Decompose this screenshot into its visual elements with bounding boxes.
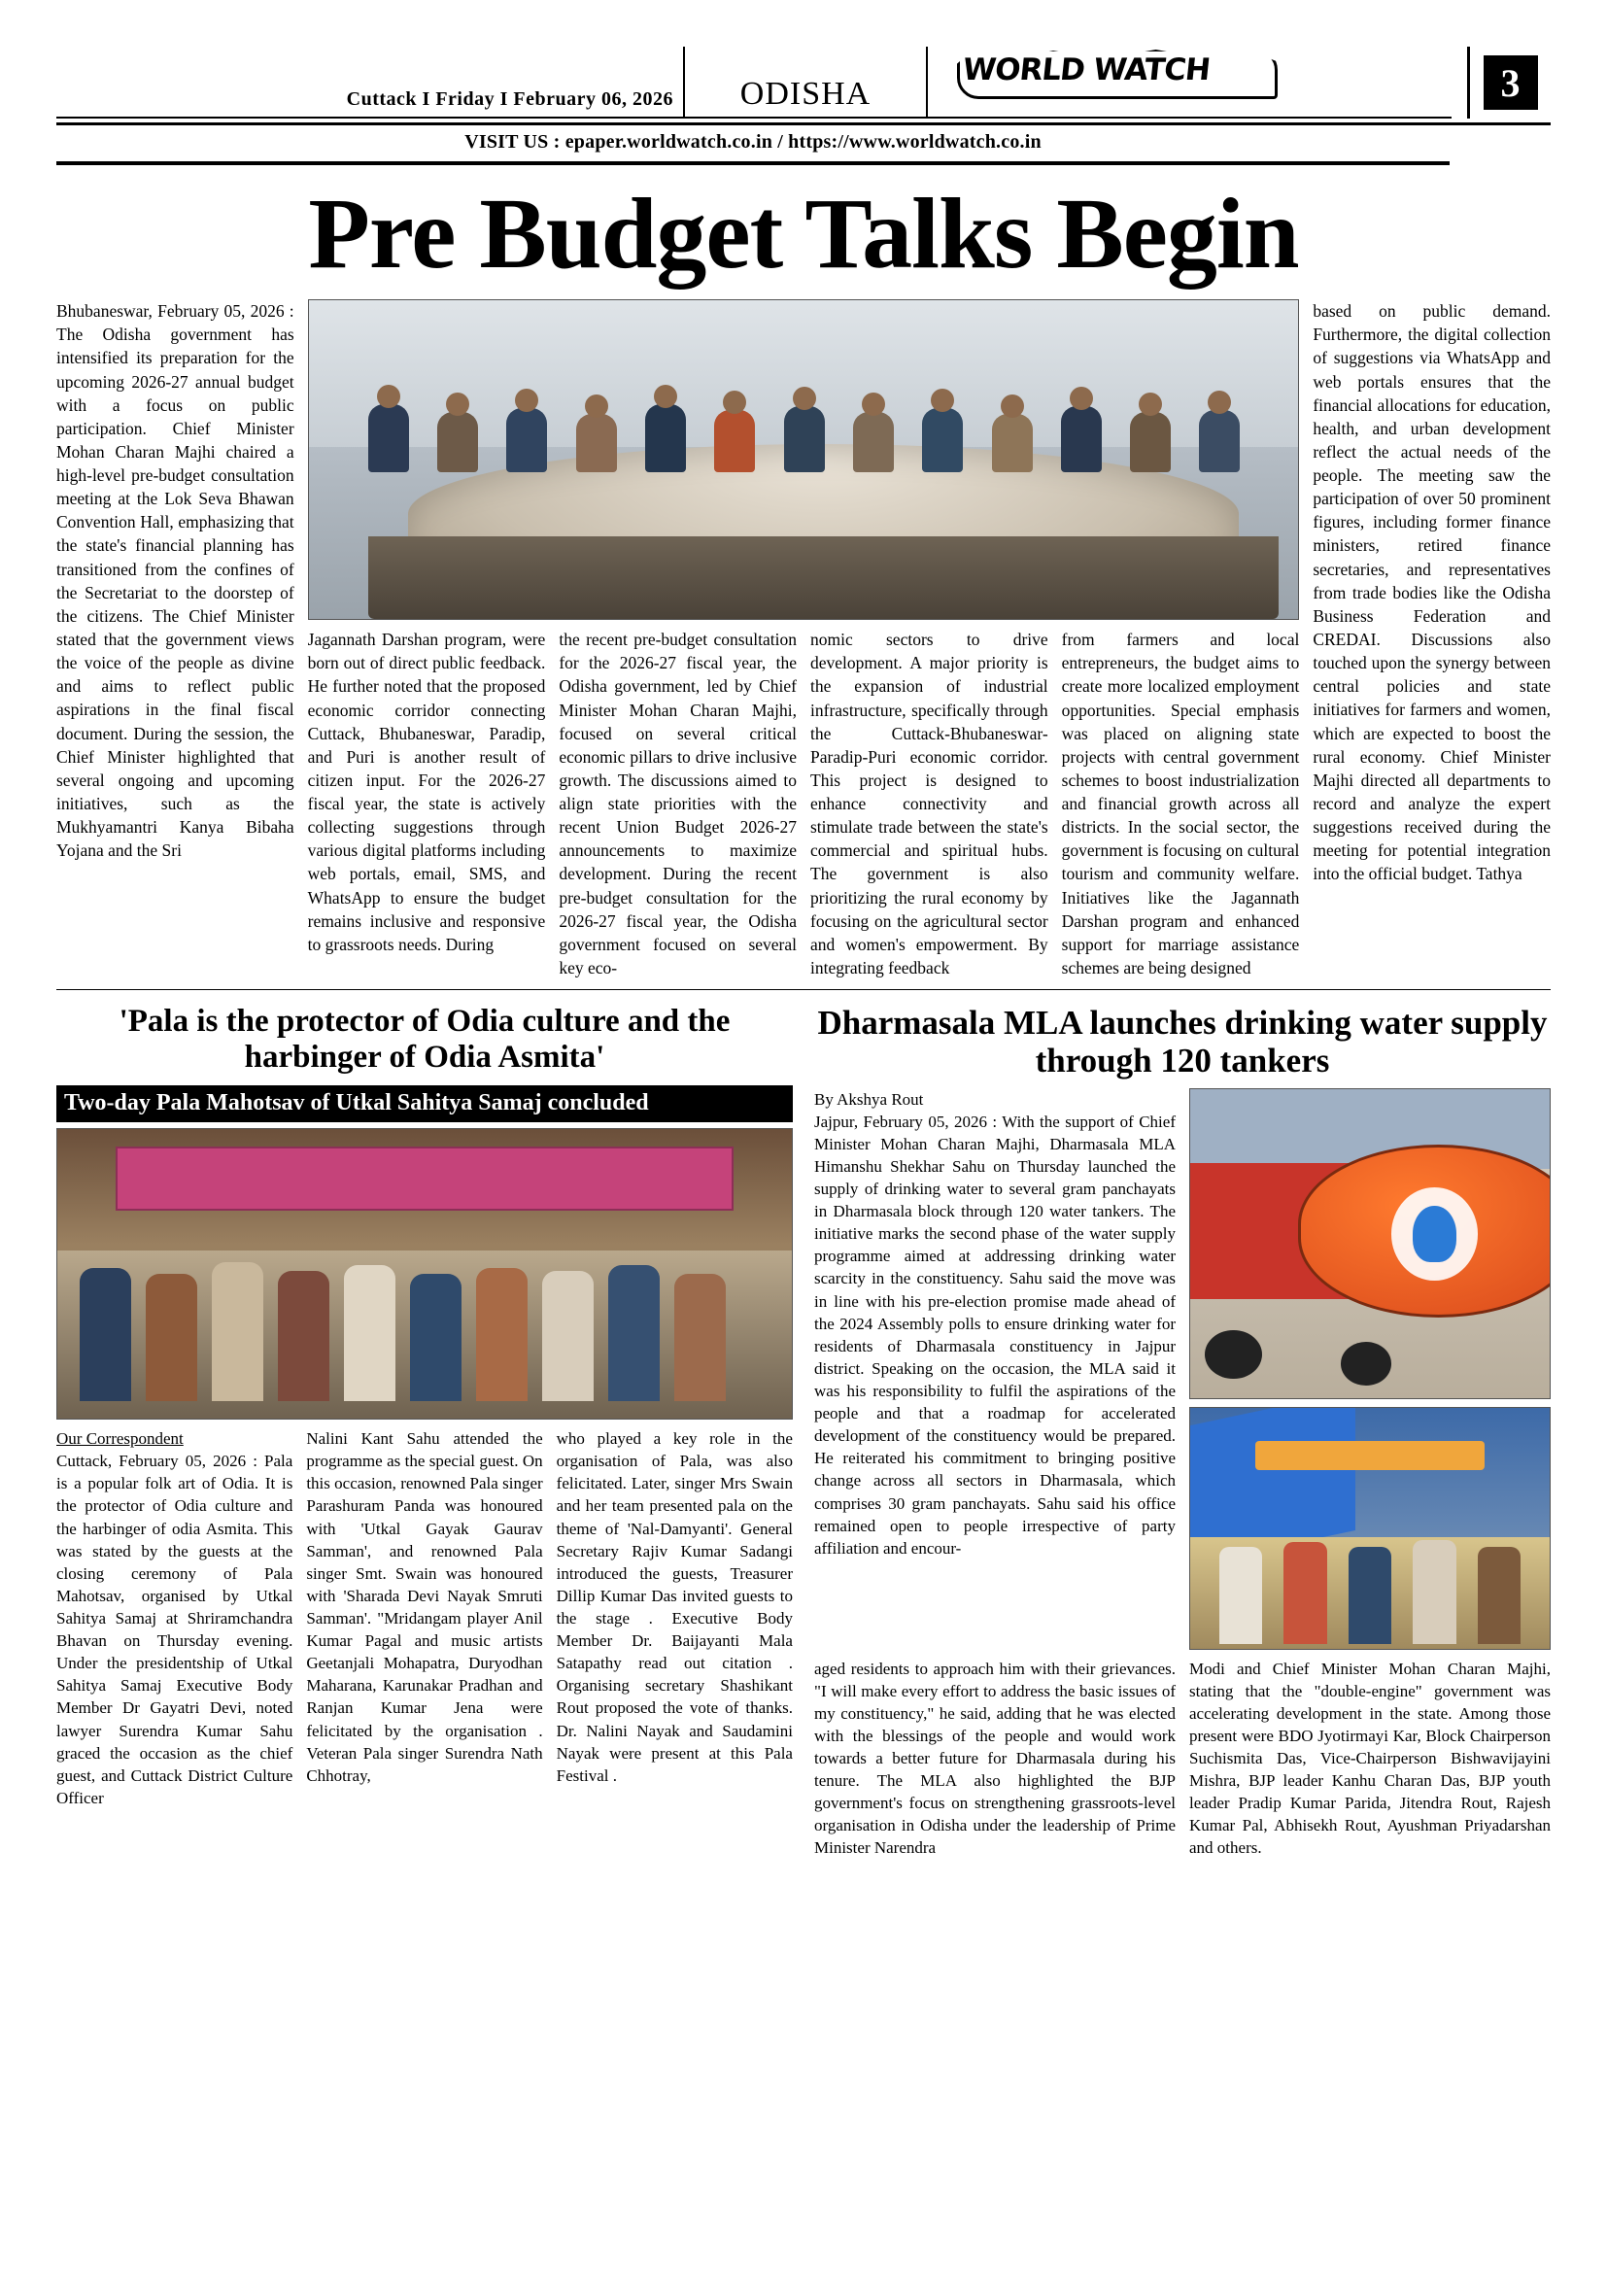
dharmasala-lead-column bbox=[814, 1088, 1176, 1650]
lead-column-6: based on public demand. Furthermore, the digital collection of suggestions via WhatsApp and web portals ensures that the financial allocations for education, health, and urban development reflect the actual needs of the people. The meeting saw the participation of over 50 prominent figures, including former finance ministers, retired finance secretaries, and representatives from trade bodies like the Odisha Business Federation and CREDAI. Discussions also touched upon the synergy between central policies and state initiatives for farmers and women, which are expected to boost the rural economy. Chief Minister Majhi directed all departments to record and analyze the expert suggestions received during the meeting for potential integration into the official budget. Tathya bbox=[1313, 301, 1551, 884]
pala-byline: Our Correspondent bbox=[56, 1429, 184, 1449]
dharmasala-byline: By Akshya Rout bbox=[814, 1089, 924, 1109]
dharmasala-article bbox=[814, 1004, 1551, 1859]
page-title: Pre Budget Talks Begin bbox=[308, 178, 1299, 290]
lead-column-5: from farmers and local entrepreneurs, the budget aims to create more localized employment opportunities. Special emphasis was placed on aligning state projects with central government schemes to boost industrialization and financial growth across all districts. In the social sector, the government is focusing on cultural tourism and community welfare. Initiatives like the Jagannath Darshan program and enhanced support for marriage assistance schemes are being designed bbox=[1061, 630, 1300, 978]
dharmasala-photos bbox=[1189, 1088, 1551, 1650]
visit-us-bar[interactable]: VISIT US : epaper.worldwatch.co.in / https://www.worldwatch.co.in bbox=[56, 125, 1450, 165]
dharmasala-top bbox=[814, 1088, 1551, 1650]
pala-photo bbox=[56, 1128, 793, 1420]
lead-column-1: Bhubaneswar, February 05, 2026 : The Odisha government has intensified its preparation for the upcoming 2026-27 annual budget with a focus on public participation. Chief Minister Mohan Charan Majhi chaired a high-level pre-budget consultation meeting at the Lok Seva Bhawan Convention Hall, emphasizing that the state's financial planning has transitioned from the confines of the Secretariat to the doorstep of the citizens. The Chief Minister stated that the government views the voice of the people as divine and aims to reflect public aspirations in the final fiscal document. During the session, the Chief Minister highlighted that several ongoing and upcoming initiatives, such as the Mukhyamantri Kanya Bibaha Yojana and the Sri bbox=[56, 301, 294, 861]
lead-column-2: Jagannath Darshan program, were born out of direct public feedback. He further noted that the proposed economic corridor connecting Cuttack, Bhubaneswar, Paradip, and Puri is another result of citizen input. For the 2026-27 fiscal year, the state is actively collecting suggestions through various digital platforms including web portals, email, SMS, and WhatsApp to ensure the budget remains inclusive and responsive to grassroots needs. During bbox=[307, 630, 546, 954]
pala-column-1-text: Cuttack, February 05, 2026 : Pala is a popular folk art of Odia. It is the protector of Odia culture and the harbinger of odia Asmita. This was stated by the guests at the closing ceremony of Pala Mahotsav, organised by Utkal Sahitya Samaj at Shriramchandra Bhavan on Thursday evening. Under the presidentship of Utkal Sahitya Samaj Executive Body Member Dr Gayatri Devi, noted lawyer Surendra Kumar Sahu graced the occasion as the chief guest, and Cuttack District Culture Officer bbox=[56, 1452, 293, 1807]
pala-column-1 bbox=[56, 1427, 292, 1809]
pala-column-2: Nalini Kant Sahu attended the programme as the special guest. On this occasion, renowned Pala singer Parashuram Panda was honoured with 'Utkal Gayak Gaurav Samman', and renowned Pala singer Smt. Swain was honoured with 'Sharada Devi Nayak Smruti Samman'. "Mridangam player Anil Kumar Pagal and music artists Geetanjali Mohapatra, Duryodhan Maharana, Karunakar Pradhan and Ranjan Kumar Jena were felicitated by the organisation . Veteran Pala singer Surendra Nath Chhotray, bbox=[306, 1429, 543, 1785]
lead-column-4: nomic sectors to drive development. A major priority is the expansion of industrial infrastructure, specifically through the Cuttack-Bhubaneswar-Paradip-Puri economic corridor. This project is designed to enhance connectivity and stimulate trade between the state's commercial and spiritual hubs. The government is also prioritizing the rural economy by focusing on the agricultural sector and women's empowerment. By integrating feedback bbox=[810, 630, 1048, 978]
pala-subhead: Two-day Pala Mahotsav of Utkal Sahitya Samaj concluded bbox=[56, 1085, 793, 1122]
lower-section bbox=[56, 1004, 1551, 1859]
dharmasala-bottom-column-2: Modi and Chief Minister Mohan Charan Majhi, stating that the "double-engine" government was accelerating development in the state. Among those present were BDO Jyotirmayi Kar, Block Chairperson Suchismita Das, Vice-Chairperson Bishwavijayini Mishra, BJP leader Kanhu Charan Das, BJP youth leader Pradip Kumar Parida, Jitendra Rout, Rajesh Kumar Pal, Abhisekh Rout, Ayushman Priyadarshan and others. bbox=[1189, 1659, 1551, 1858]
pala-headline: 'Pala is the protector of Odia culture and the harbinger of Odia Asmita' bbox=[119, 1004, 731, 1076]
masthead-logo bbox=[926, 47, 1452, 119]
lead-photo bbox=[308, 299, 1300, 620]
pala-article bbox=[56, 1004, 793, 1859]
masthead bbox=[56, 47, 1551, 125]
section-divider bbox=[56, 989, 1551, 990]
masthead-region bbox=[683, 47, 926, 119]
region-label: ODISHA bbox=[739, 76, 872, 112]
logo-text: WORLD WATCH bbox=[961, 52, 1212, 87]
pala-columns bbox=[56, 1427, 793, 1809]
lead-article bbox=[56, 299, 1551, 979]
worldwatch-logo-icon bbox=[957, 47, 1287, 113]
meeting-photo-illustration bbox=[309, 300, 1299, 619]
dharmasala-headline: Dharmasala MLA launches drinking water supply through 120 tankers bbox=[817, 1004, 1548, 1080]
rally-photo bbox=[1189, 1407, 1551, 1650]
pala-column-3: who played a key role in the organisation of Pala, was also felicitated. Later, singer Mrs Swain and her team presented pala on the theme of 'Nal-Damyanti'. General Secretary Rajiv Kumar Sadangi introduced the guests, Treasurer Dillip Kumar Das invited guests to the stage . Executive Body Member Dr. Baijayanti Mala Satapathy read out citation . Organising secretary Shashikant Rout proposed the vote of thanks. Dr. Nalini Nayak and Saudamini Nayak were present at this Pala Festival . bbox=[556, 1429, 793, 1785]
water-tanker-photo bbox=[1189, 1088, 1551, 1399]
page-number-box bbox=[1467, 47, 1551, 119]
dharmasala-lead-text: Jajpur, February 05, 2026 : With the support of Chief Minister Mohan Charan Majhi, Dharmasala MLA Himanshu Shekhar Sahu on Thursday launched the supply of drinking water to several gram panchayats in Dharmasala block through 120 water tankers. The initiative marks the second phase of the water supply programme aimed at addressing drinking water scarcity in the constituency. Sahu said the move was in line with his pre-election promise made ahead of the 2024 Assembly polls to ensure drinking water for residents of Dharmasala constituency in Jajpur district. Speaking on the occasion, the MLA said it was his responsibility to fulfil the aspirations of the people and that a roadmap for accelerated development of the constituency would be prepared. He reiterated his commitment to bringing positive change across all sectors in Dharmasala, which comprises 30 gram panchayats. Sahu said his office remained open to people irrespective of party affiliation and encour- bbox=[814, 1112, 1176, 1558]
dharmasala-bottom-columns bbox=[814, 1658, 1551, 1860]
dateline: Cuttack I Friday I February 06, 2026 bbox=[346, 88, 673, 110]
dharmasala-bottom-column-1: aged residents to approach him with their grievances. "I will make every effort to address the basic issues of my constituency," he said, adding that he was elected with the blessings of the people and would work towards a better future for Dharmasala during his tenure. The MLA also highlighted the BJP government's focus on strengthening grassroots-level organisation in Odisha under the leadership of Prime Minister Narendra bbox=[814, 1659, 1176, 1858]
lead-column-3: the recent pre-budget consultation for the 2026-27 fiscal year, the Odisha government, led by Chief Minister Mohan Charan Majhi, focused on several critical economic pillars to drive inclusive growth. The discussions aimed to align state priorities with the recent Union Budget 2026-27 announcements to maximize development. During the recent pre-budget consultation for the 2026-27 fiscal year, the Odisha government focused on several key eco- bbox=[559, 630, 797, 978]
page-number: 3 bbox=[1484, 55, 1538, 110]
masthead-dateline-block bbox=[56, 47, 683, 119]
